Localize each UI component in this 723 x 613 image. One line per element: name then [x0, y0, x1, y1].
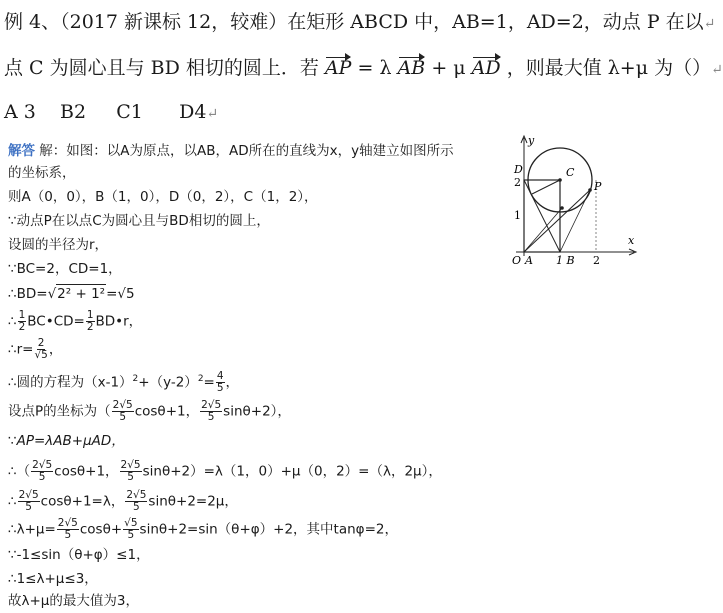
geometry-figure: [492, 134, 640, 266]
question-line-2: [4, 56, 723, 82]
sol-text: ∵动点P在以点C为圆心且与BD相切的圆上，: [8, 213, 270, 229]
sol-line-11: [8, 400, 291, 423]
sol-text: ，: [48, 341, 63, 358]
sol-text: ∴（: [8, 463, 31, 480]
numerator: 2: [37, 337, 45, 349]
sol-text: 设点P的坐标为（: [8, 403, 111, 420]
denominator: 5: [127, 471, 134, 483]
sol-text: sinθ+2=2μ，: [148, 493, 238, 510]
sol-line-12: [8, 432, 125, 450]
numerator: 2√5: [112, 399, 133, 411]
sol-line-18: [8, 592, 139, 610]
label-y1: 1: [514, 209, 521, 222]
point-q: [560, 206, 564, 210]
sol-line-15: [8, 518, 398, 541]
numerator: 1: [86, 309, 94, 321]
sol-line-14: [8, 490, 238, 513]
sol-text: 故λ+μ的最大值为3，: [8, 593, 139, 609]
sol-text: cosθ+1=λ，: [40, 493, 125, 510]
denominator: 5: [38, 471, 46, 483]
vector-ab: AB: [397, 57, 426, 79]
label-d: D: [514, 163, 523, 176]
question-eq: = λ: [357, 57, 392, 79]
vector-ad: AD: [471, 57, 501, 79]
options-line: [4, 100, 218, 126]
denominator: 5: [127, 529, 135, 541]
denominator: 5: [25, 501, 32, 513]
radius-to-tangent: [532, 180, 560, 194]
point-p: [588, 188, 592, 192]
sol-text: ∵BC=2，CD=1，: [8, 261, 122, 277]
fraction-2r5-5: [57, 518, 79, 541]
fraction-four-fifths: [216, 371, 225, 394]
question-line-1: [4, 10, 715, 36]
exponent: 2: [132, 374, 139, 384]
sol-line-6: [8, 260, 122, 278]
sol-text: ∴: [8, 493, 17, 510]
answer-options: A 3 B2 C1 D4: [4, 101, 207, 123]
label-p: P: [594, 180, 602, 193]
denominator: 5: [119, 411, 127, 423]
return-mark-icon: ↵: [206, 106, 219, 122]
label-y: y: [528, 134, 535, 147]
sol-text: =√5: [106, 286, 135, 302]
fraction-r: [34, 338, 47, 361]
sol-line-17: [8, 570, 98, 588]
sol-text: 解：如图：以A为原点，以AB，AD所在的直线为x，y轴建立如图所示: [39, 143, 454, 159]
fraction-2r5-5: [125, 490, 147, 513]
denominator: √5: [34, 349, 48, 361]
sol-text: cosθ+1，: [54, 463, 119, 480]
sol-line-4: [8, 212, 270, 230]
sol-text: 则A（0，0），B（1，0），D（0，2），C（1，2），: [8, 189, 318, 205]
label-c: C: [566, 166, 575, 179]
denominator: 2: [86, 321, 94, 333]
numerator: √5: [124, 517, 138, 529]
sol-text: sinθ+2）=λ（1，0）+μ（0，2）=（λ，2μ），: [142, 463, 442, 480]
fraction-2r5-5: [18, 490, 40, 513]
label-x: x: [628, 234, 635, 247]
sol-line-10: ∴圆的方程为$(x-1)^2+(y-2)^2=$ $\frac{4}{5}$ ，: [8, 370, 240, 394]
numerator: 4: [216, 370, 224, 382]
sol-text: ∴圆的方程为（x-1）: [8, 374, 133, 391]
label-y2: 2: [514, 176, 521, 189]
sol-text: BC•CD=: [27, 313, 85, 330]
sol-line-5: [8, 236, 108, 254]
fraction-r5-5: [123, 518, 138, 541]
numerator: 1: [18, 309, 26, 321]
sol-text: =: [203, 374, 215, 391]
sol-text: cosθ+1，: [134, 403, 200, 420]
numerator: 2√5: [18, 489, 39, 501]
segment-bp: [560, 190, 590, 252]
sol-line-2: [8, 164, 76, 182]
sol-text: BD•r，: [95, 313, 143, 330]
solution-label: 解答: [8, 143, 35, 159]
return-mark-icon: ↵: [703, 16, 716, 32]
numerator: 2√5: [201, 399, 222, 411]
fraction-half: [18, 310, 27, 333]
denominator: 5: [64, 529, 72, 541]
denominator: 5: [207, 411, 215, 423]
label-1b: 1 B: [556, 254, 575, 267]
sol-line-13: [8, 460, 442, 483]
sol-text: ∴1≤λ+μ≤3，: [8, 571, 98, 587]
vector-ap: AP: [324, 57, 352, 79]
sol-line-8: [8, 310, 142, 333]
numerator: 2√5: [126, 489, 147, 501]
denominator: 5: [133, 501, 140, 513]
sol-text: ∵-1≤sin（θ+φ）≤1，: [8, 547, 150, 563]
question-plus: + μ: [431, 57, 466, 79]
exponent: 2: [197, 374, 204, 384]
sol-text: 设圆的半径为r，: [8, 237, 109, 253]
return-mark-icon: ↵: [711, 62, 723, 78]
fraction-2r5-5: [112, 400, 134, 423]
sol-text: ∴λ+μ=: [8, 521, 56, 538]
point-c: [558, 178, 562, 182]
sol-text: ∴: [8, 313, 17, 330]
label-a: A: [525, 254, 533, 267]
sol-text: sinθ+2），: [223, 403, 291, 420]
label-o: O: [512, 254, 522, 267]
fraction-2r5-5: [120, 460, 142, 483]
denominator: 2: [18, 321, 26, 333]
numerator: 2√5: [32, 459, 53, 471]
sol-line-7: ∴BD=√2² + 1²=√5: [8, 286, 135, 302]
fraction-half: [86, 310, 95, 333]
question-text-2: 点 C 为圆心且与 BD 相切的圆上．若: [4, 57, 319, 79]
radicand: 2² + 1²: [57, 286, 106, 302]
sol-text: 的坐标系，: [8, 165, 76, 181]
sol-text: ∴BD=: [8, 286, 48, 302]
question-text-3: ，则最大值 λ+μ 为（）: [506, 57, 712, 79]
sol-line-3: [8, 188, 318, 206]
sol-line-9: [8, 338, 62, 361]
fraction-2r5-5: [31, 460, 53, 483]
sol-text: cosθ+: [79, 521, 123, 538]
label-x2: 2: [593, 254, 600, 267]
sol-line-1: [8, 142, 454, 160]
sol-text: +（y-2）: [138, 374, 198, 391]
sol-text: sinθ+2=sin（θ+φ）+2，其中tanφ=2，: [139, 521, 398, 538]
denominator: 5: [216, 382, 224, 394]
sol-text: ∴r=: [8, 341, 34, 358]
numerator: 2√5: [57, 517, 78, 529]
question-text: 例 4、（2017 新课标 12，较难）在矩形 ABCD 中，AB=1，AD=2，动点 P 在以: [4, 11, 704, 33]
fraction-2r5-5: [200, 400, 222, 423]
sol-text: ∵AP=λAB+μAD，: [8, 433, 125, 449]
sol-line-16: [8, 546, 150, 564]
numerator: 2√5: [120, 459, 141, 471]
